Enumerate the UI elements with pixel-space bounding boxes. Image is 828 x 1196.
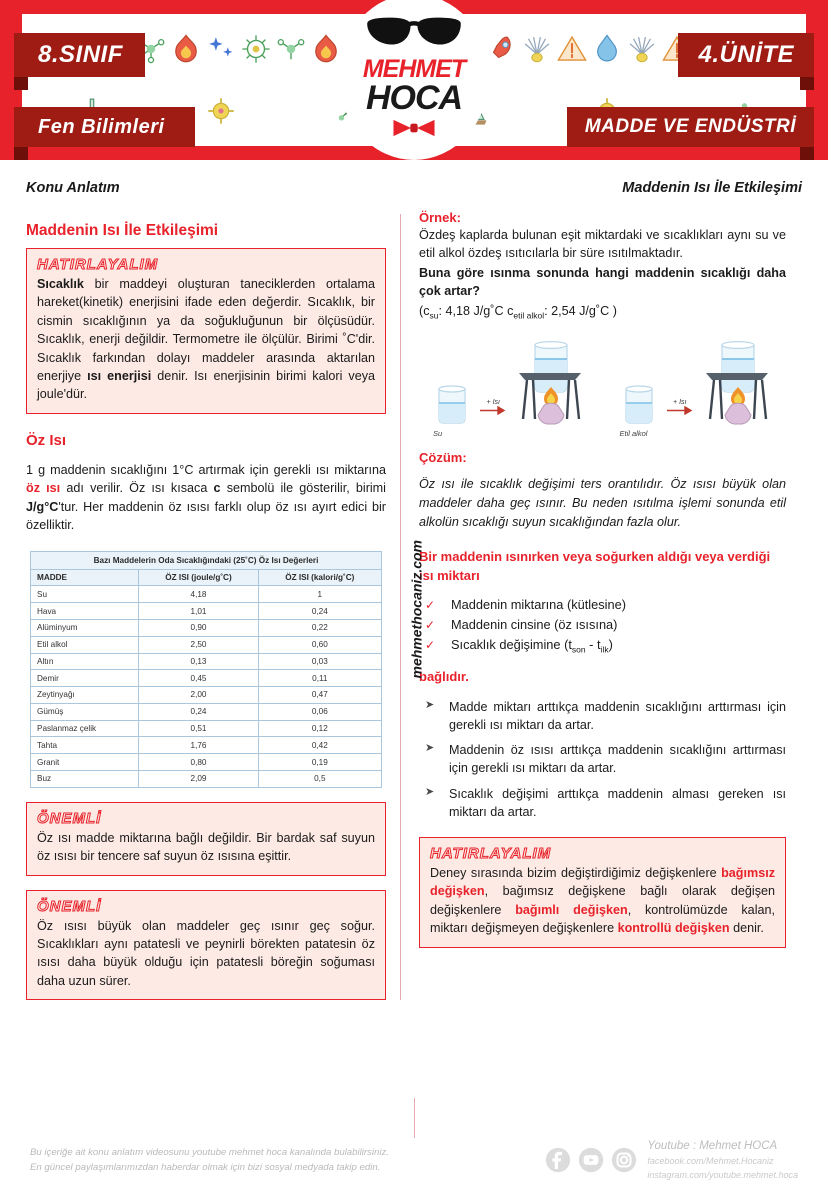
illustration-row — [431, 335, 587, 425]
oz-isi-text-1: 1 g maddenin sıcaklığını 1°C artırmak için gerekli ısı miktarına — [26, 462, 386, 477]
ribbon-fold-right-top — [800, 77, 814, 90]
oz-isi-text-2: adı verilir. Öz ısı kısaca — [60, 481, 214, 496]
unit-ribbon — [678, 33, 814, 77]
cell-material: Hava — [31, 603, 139, 620]
brand-logo — [339, 0, 489, 160]
specific-heat-table-wrapper — [30, 551, 382, 788]
ornek-subscript-su: su — [429, 310, 439, 321]
cell-material: Buz — [31, 771, 139, 788]
ornek-values-mid: : 4,18 J/g˚C c — [438, 303, 514, 318]
hatirlayalim-callout-1 — [26, 248, 386, 414]
cell-joule: 1,01 — [139, 603, 258, 620]
column-divider — [400, 214, 401, 1000]
illustration-row — [618, 335, 774, 425]
conclusion-label: Sıcaklık değişimi arttıkça maddenin alması gereken ısı miktarı da artar. — [449, 786, 786, 819]
hatirlayalim-text-2: denir. Isı enerjisinin birimi kalori veya joule'dür. — [37, 368, 376, 402]
heated-beaker-setup-icon — [700, 335, 774, 425]
beaker-icon — [618, 377, 660, 425]
onemli-title: ÖNEMLİ — [37, 897, 102, 915]
explosion-icon — [520, 32, 554, 66]
ribbon-fold-left-top — [14, 77, 28, 90]
onemli-callout-2 — [26, 890, 386, 1001]
cell-material: Zeytinyağı — [31, 687, 139, 704]
cell-kalori: 0,11 — [258, 670, 381, 687]
table-row — [31, 670, 382, 687]
list-item — [425, 698, 786, 735]
ribbon-fold-right-bottom — [800, 147, 814, 160]
table-row — [31, 603, 382, 620]
footer-social — [545, 1138, 798, 1182]
specific-heat-table — [30, 551, 382, 788]
cell-kalori: 0,06 — [258, 703, 381, 720]
list-item — [425, 617, 786, 632]
beaker-icon — [431, 377, 473, 425]
virus-icon — [239, 32, 273, 66]
hatirlayalim-text-1: bir maddeyi oluşturan taneciklerden ortalama hareket(kinetik) enerjisini ifade eden değerdir. Sıcaklık, bir cismin sıcaklığının ya da soğukluğunun bir ölçüsüdür. Sıcaklık, enerji değildir. Termometre ile ölçülür. Birimi ˚C'dir. Sıcaklık farkından dolayı maddeler arasında aktarılan enerjiye — [37, 277, 375, 383]
term-bagimsiz-degisken: bağımsız değişken — [430, 866, 775, 899]
ornek-values — [419, 302, 786, 322]
flame-icon — [169, 32, 203, 66]
cell-joule: 1,76 — [139, 737, 258, 754]
cell-kalori: 0,12 — [258, 720, 381, 737]
ornek-subscript-etil-alkol: etil alkol — [513, 310, 545, 321]
cell-joule: 4,18 — [139, 586, 258, 603]
table-row — [31, 771, 382, 788]
check-icon: ✓ — [425, 638, 436, 652]
flame-icon — [309, 32, 343, 66]
cell-kalori: 0,03 — [258, 653, 381, 670]
ornek-values-end: : 2,54 J/g˚C ) — [544, 303, 617, 318]
cell-kalori: 0,19 — [258, 754, 381, 771]
cell-material: Tahta — [31, 737, 139, 754]
footer-line-2: En güncel paylaşımlarımızdan haberdar olmak için bizi sosyal medyada takip edin. — [30, 1161, 381, 1173]
checklist-label: Maddenin cinsine (öz ısısına) — [451, 617, 618, 632]
variables-text-4: denir. — [729, 921, 764, 936]
table-header-row — [31, 569, 382, 586]
cell-joule: 2,00 — [139, 687, 258, 704]
term-bagimli-degisken: bağımlı değişken — [515, 902, 628, 917]
page-body — [0, 206, 828, 1000]
temp-text-pre: Sıcaklık değişimine (t — [451, 637, 572, 652]
table-row — [31, 754, 382, 771]
page-footer — [0, 1138, 828, 1182]
germ-icon — [204, 94, 238, 128]
table-header-madde: MADDE — [31, 569, 139, 586]
cell-material: Altın — [31, 653, 139, 670]
oz-isi-heading: Öz Isı — [26, 431, 67, 449]
footer-divider — [414, 1098, 415, 1138]
footer-line-1: Bu içeriğe ait konu anlatım videosunu youtube mehmet hoca kanalında bulabilirsiniz. — [30, 1146, 389, 1158]
list-item — [425, 637, 786, 655]
list-item — [425, 597, 786, 612]
dependency-checklist — [425, 597, 786, 655]
heat-label: + Isı — [673, 399, 687, 407]
arrow-right-icon — [667, 406, 693, 415]
cell-joule: 0,90 — [139, 619, 258, 636]
heat-amount-heading: Bir maddenin ısınırken veya soğurken aldığı veya verdiği ısı miktarı — [419, 549, 771, 583]
check-icon: ✓ — [425, 618, 436, 632]
cell-joule: 2,09 — [139, 771, 258, 788]
cell-joule: 2,50 — [139, 636, 258, 653]
ornek-text: Özdeş kaplarda bulunan eşit miktardaki ve sıcaklıkları aynı su ve etil alkol özdeş ısıtıcılarla bir süre ısıtılmaktadır. — [419, 228, 786, 261]
table-row — [31, 586, 382, 603]
cell-kalori: 0,60 — [258, 636, 381, 653]
table-row — [31, 720, 382, 737]
arrow-bullet-icon: ➤ — [425, 698, 435, 711]
subscript-ilk: ilk — [600, 644, 609, 655]
cell-joule: 0,51 — [139, 720, 258, 737]
bowtie-icon — [392, 117, 436, 139]
cell-material: Granit — [31, 754, 139, 771]
onemli-body-2: Öz ısısı büyük olan maddeler geç ısınır geç soğur. Sıcaklıkları aynı patatesli ve peynirli börekten patatesin öz ısısı daha büyük olduğu için patatesli böreğin soğuması daha uzun sürer. — [37, 918, 375, 988]
illustration-alcohol-group — [606, 335, 787, 438]
right-column — [401, 210, 786, 1000]
hatirlayalim-callout-2 — [419, 837, 786, 948]
left-column — [26, 210, 424, 1000]
footer-instagram: instagram.com/youtube.mehmet.hoca — [647, 1169, 798, 1180]
hatirlayalim-body — [37, 275, 375, 404]
illustration-water-group — [419, 335, 600, 438]
onemli-body-1: Öz ısı madde miktarına bağlı değildir. Bir bardak saf suyun öz ısısı bir tencere saf suyun öz ısısına eşittir. — [37, 830, 375, 864]
variables-text-3: , kontrolümüzde kalan, miktarı değişmeyen değişkenlere — [430, 902, 775, 936]
hatirlayalim-title: HATIRLAYALIM — [37, 256, 159, 273]
heat-label: + Isı — [486, 399, 500, 407]
cell-material: Etil alkol — [31, 636, 139, 653]
unit-joule-gram-celsius: J/g°C — [26, 499, 59, 514]
conclusion-label: Maddenin öz ısısı arttıkça maddenin sıcaklığını arttırması için gerekli ısı miktarı da artar. — [449, 743, 786, 776]
page-header-banner — [0, 0, 828, 160]
cozum-label: Çözüm: — [419, 450, 467, 466]
cell-material: Alüminyum — [31, 619, 139, 636]
table-row — [31, 619, 382, 636]
cell-joule: 0,24 — [139, 703, 258, 720]
experiment-illustration — [419, 335, 786, 438]
oz-isi-text-3: sembolü ile gösterilir, birimi — [220, 481, 386, 496]
oz-isi-text-4: 'tur. Her maddenin öz ısısı farklı olup öz ısı ayırt edici bir özelliktir. — [26, 499, 386, 533]
cell-material: Su — [31, 586, 139, 603]
cell-kalori: 0,24 — [258, 603, 381, 620]
oz-isi-paragraph — [26, 461, 386, 535]
table-body — [31, 586, 382, 787]
footer-youtube: Youtube : Mehmet HOCA — [647, 1139, 778, 1152]
content-subheader — [26, 170, 802, 206]
explosion-icon — [625, 32, 659, 66]
checklist-label: Maddenin miktarına (kütlesine) — [451, 597, 626, 612]
checklist-label-temperature — [451, 637, 613, 655]
subheader-left-label: Konu Anlatım — [26, 180, 120, 196]
page-title: Maddenin Isı İle Etkileşimi — [26, 222, 219, 239]
glasses-icon — [362, 15, 466, 55]
temp-text-end: ) — [608, 637, 613, 652]
subheader-right-label: Maddenin Isı İle Etkileşimi — [622, 180, 802, 196]
baglidir-label: bağlıdır. — [419, 668, 469, 684]
term-isi-enerjisi: ısı enerjisi — [87, 368, 152, 383]
table-header-joule: ÖZ ISI (joule/g˚C) — [139, 569, 258, 586]
table-row — [31, 653, 382, 670]
ornek-label: Örnek: — [419, 210, 461, 225]
onemli-callout-1 — [26, 802, 386, 876]
cell-kalori: 0,5 — [258, 771, 381, 788]
cell-kalori: 0,42 — [258, 737, 381, 754]
arrow-bullet-icon: ➤ — [425, 742, 435, 755]
table-row — [31, 737, 382, 754]
ornek-question: Buna göre ısınma sonunda hangi maddenin sıcaklığı daha çok artar? — [419, 265, 786, 299]
cell-joule: 0,13 — [139, 653, 258, 670]
illustration-label-water: Su — [433, 429, 443, 439]
subscript-son: son — [571, 644, 586, 655]
cell-material: Gümüş — [31, 703, 139, 720]
symbol-c: c — [213, 481, 221, 496]
conclusion-label: Madde miktarı arttıkça maddenin sıcaklığını arttırması için gerekli ısı miktarı da artar. — [449, 699, 786, 732]
table-head — [31, 569, 382, 586]
cell-kalori: 0,47 — [258, 687, 381, 704]
conclusions-list — [425, 698, 786, 822]
unit-ribbon-label: 4.ÜNİTE — [698, 41, 794, 68]
variables-text-1: Deney sırasında bizim değiştirdiğimiz değişkenlere — [430, 866, 722, 881]
footer-links — [647, 1138, 798, 1182]
arrow-bullet-icon: ➤ — [425, 785, 435, 798]
site-watermark: mehmethocaniz.com — [408, 540, 424, 679]
molecule-icon — [274, 32, 308, 66]
arrow-right-icon — [480, 406, 506, 415]
cozum-text: Öz ısı ile sıcaklık değişimi ters orantılıdır. Öz ısısı büyük olan maddeler daha geç ısınır. Bu neden ısıtılma işlemi sonunda etil alkolün sıcaklığı suyun sıcaklığından fazla olur. — [419, 477, 786, 530]
topic-ribbon — [567, 107, 814, 147]
subject-ribbon-label: Fen Bilimleri — [38, 115, 165, 138]
table-row — [31, 703, 382, 720]
table-row — [31, 687, 382, 704]
logo-text-hoca: HOCA — [365, 78, 463, 117]
table-caption: Bazı Maddelerin Oda Sıcaklığındaki (25˚C) Öz Isı Değerleri — [30, 551, 382, 569]
rocket-icon — [485, 32, 519, 66]
instagram-icon[interactable] — [611, 1147, 637, 1173]
term-oz-isi: öz ısı — [26, 481, 61, 496]
grade-ribbon-label: 8.SINIF — [38, 41, 123, 68]
warning-triangle-icon — [555, 32, 589, 66]
variables-text-2: , bağımsız değişkene bağlı olarak değişen değişkenlere — [430, 884, 775, 917]
water-drop-icon — [590, 32, 624, 66]
hatirlayalim-body-2 — [430, 864, 775, 938]
table-row — [31, 636, 382, 653]
cell-kalori: 1 — [258, 586, 381, 603]
topic-ribbon-label: MADDE VE ENDÜSTRİ — [584, 116, 796, 137]
facebook-icon[interactable] — [545, 1147, 571, 1173]
social-icons — [545, 1147, 637, 1173]
term-kontrollu-degisken: kontrollü değişken — [617, 921, 730, 936]
sparkle-icon — [204, 32, 238, 66]
ornek-values-open: (c — [419, 303, 430, 318]
logo-text-mehmet: MEHMET — [362, 54, 466, 83]
cell-joule: 0,80 — [139, 754, 258, 771]
footer-facebook: facebook.com/Mehmet.Hocaniz — [647, 1156, 774, 1166]
cell-material: Paslanmaz çelik — [31, 720, 139, 737]
hatirlayalim-title: HATIRLAYALIM — [430, 845, 552, 863]
grade-ribbon — [14, 33, 145, 77]
list-item — [425, 741, 786, 778]
cell-material: Demir — [31, 670, 139, 687]
footer-note — [30, 1145, 389, 1176]
cell-kalori: 0,22 — [258, 619, 381, 636]
list-item — [425, 785, 786, 822]
term-sicaklik: Sıcaklık — [37, 277, 84, 291]
ribbon-fold-left-bottom — [14, 147, 28, 160]
cell-joule: 0,45 — [139, 670, 258, 687]
temp-text-mid: - t — [585, 637, 601, 652]
heated-beaker-setup-icon — [513, 335, 587, 425]
table-header-kalori: ÖZ ISI (kalori/g˚C) — [258, 569, 381, 586]
check-icon: ✓ — [425, 598, 436, 612]
illustration-label-alcohol: Etil alkol — [619, 429, 648, 439]
onemli-title: ÖNEMLİ — [37, 809, 102, 827]
subject-ribbon — [14, 107, 195, 147]
youtube-icon[interactable] — [578, 1147, 604, 1173]
